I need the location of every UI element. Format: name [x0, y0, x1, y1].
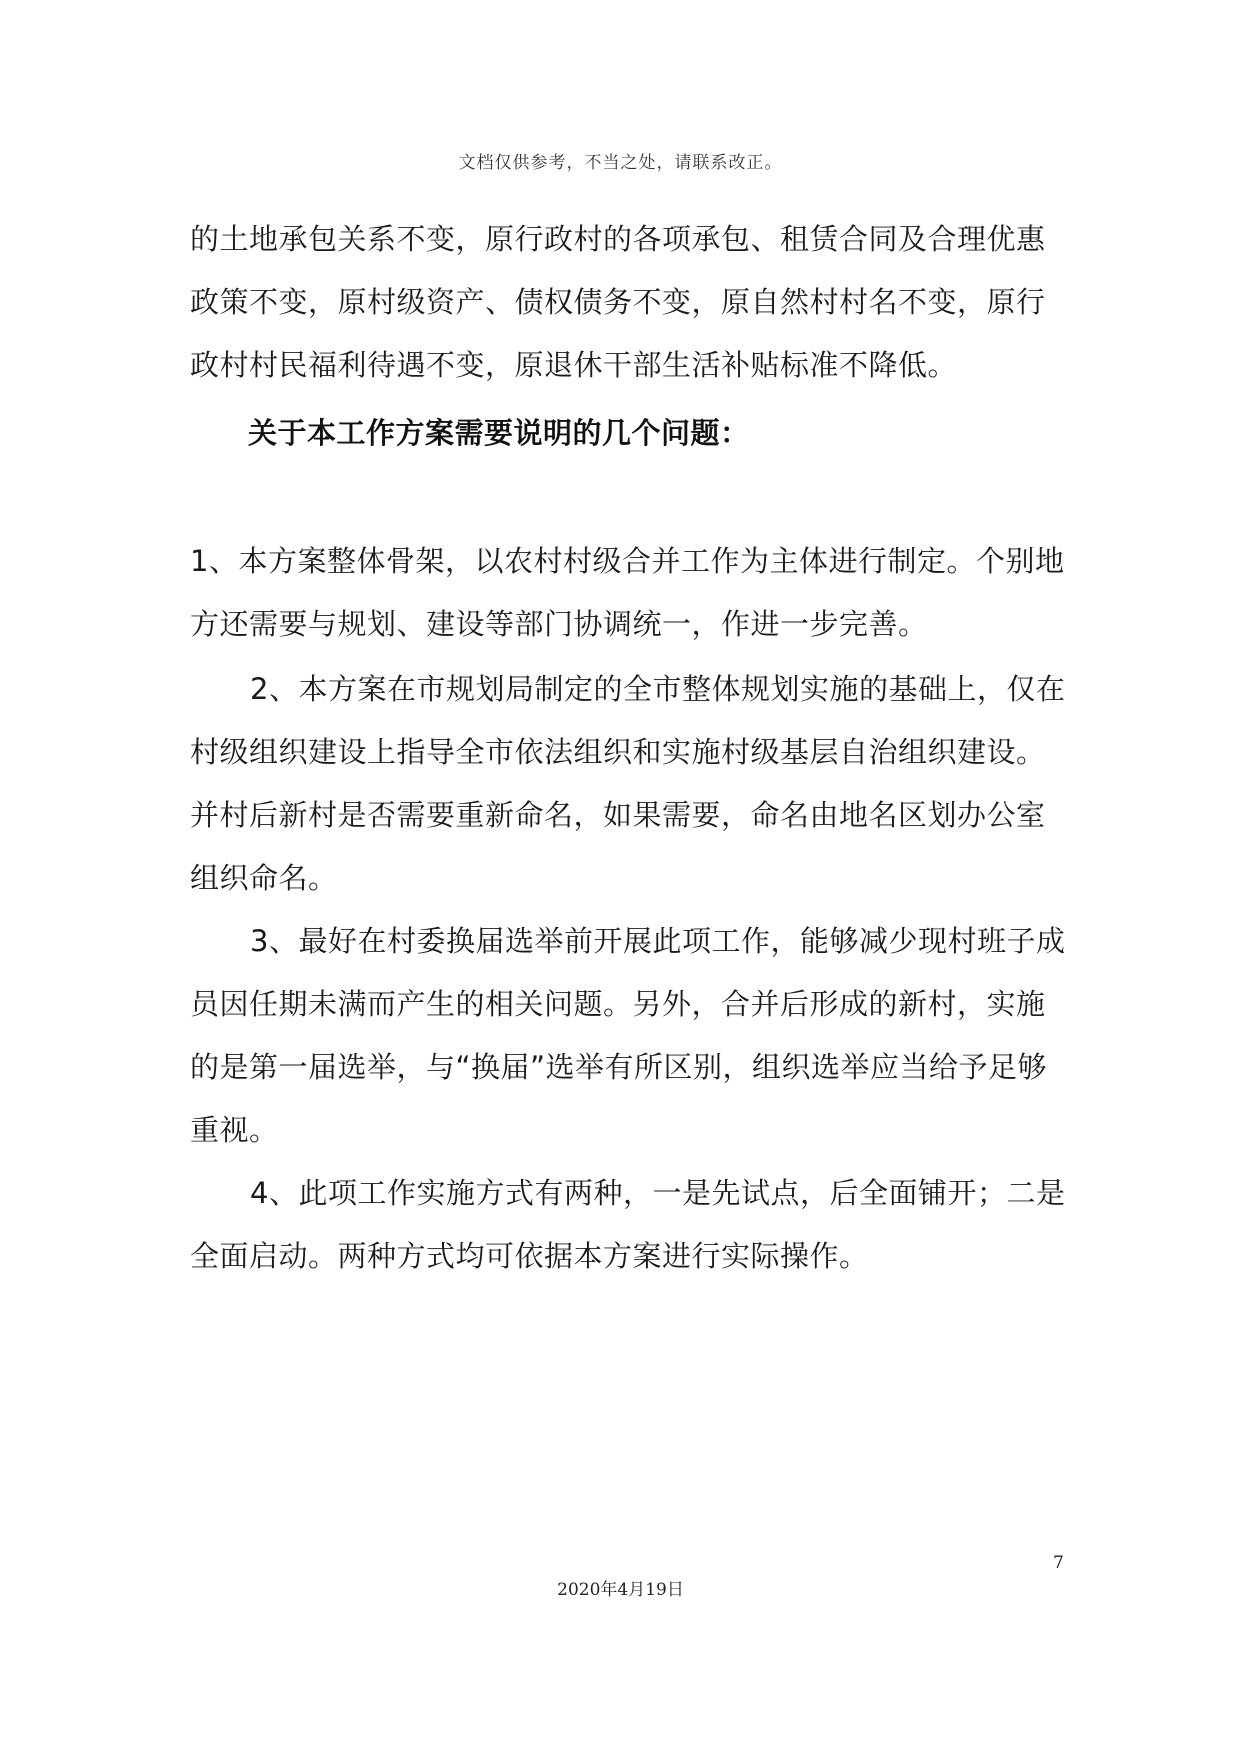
paragraph-item-2	[190, 658, 1070, 910]
paragraph-text: 2、本方案在市规划局制定的全市整体规划实施的基础上，仅在村级组织建设上指导全市依法组织和实施村级基层自治组织建设。并村后新村是否需要重新命名，如果需要，命名由地名区划办公室组织命名。	[190, 672, 1066, 895]
page-number: 7	[1053, 1553, 1064, 1573]
paragraph-item-1	[190, 530, 1070, 656]
paragraph-text: 4、此项工作实施方式有两种，一是先试点，后全面铺开；二是全面启动。两种方式均可依据本方案进行实际操作。	[190, 1176, 1066, 1273]
section-heading: 关于本工作方案需要说明的几个问题：	[248, 416, 750, 450]
paragraph-text: 3、最好在村委换届选举前开展此项工作，能够减少现村班子成员因任期未满而产生的相关问题。另外，合并后形成的新村，实施的是第一届选举，与“换届”选举有所区别，组织选举应当给予足够重视。	[190, 924, 1066, 1147]
paragraph-item-3	[190, 910, 1070, 1162]
footer-date: 2020年4月19日	[557, 1580, 684, 1600]
paragraph-continuation	[190, 208, 1070, 397]
paragraph-text: 的土地承包关系不变，原行政村的各项承包、租赁合同及合理优惠政策不变，原村级资产、债权债务不变，原自然村村名不变，原行政村村民福利待遇不变，原退休干部生活补贴标准不降低。	[190, 222, 1046, 382]
header-note: 文档仅供参考，不当之处，请联系改正。	[458, 153, 783, 173]
paragraph-text: 1、本方案整体骨架，以农村村级合并工作为主体进行制定。个别地方还需要与规划、建设等部门协调统一，作进一步完善。	[190, 544, 1065, 641]
paragraph-item-4	[190, 1162, 1070, 1288]
